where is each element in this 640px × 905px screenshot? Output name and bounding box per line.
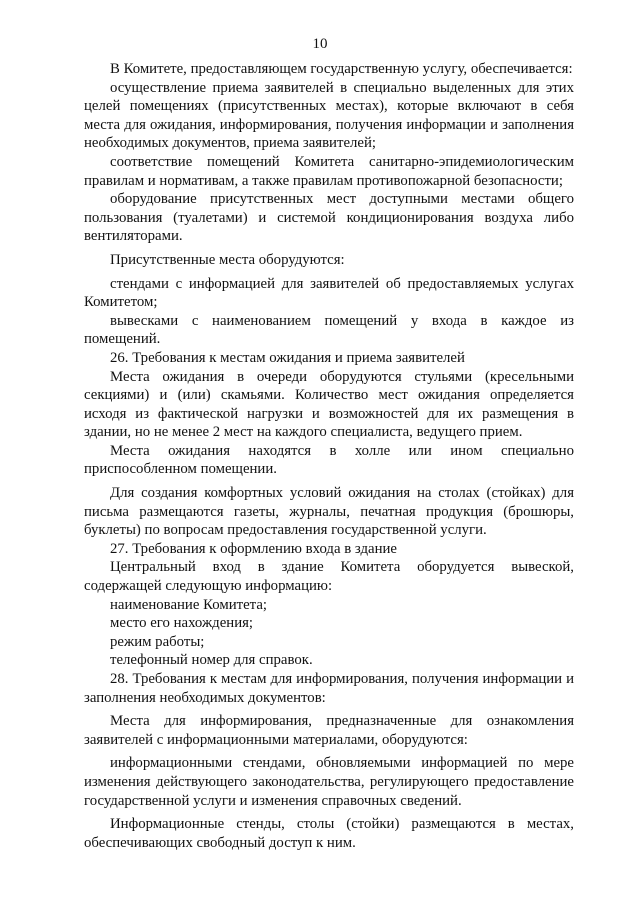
paragraph-info-stands: стендами с информацией для заявителей об предоставляемых услугах Комитетом; [84, 275, 574, 311]
list-item-phone: телефонный номер для справок. [110, 652, 313, 669]
paragraph-stands-placement: Информационные стенды, столы (стойки) размещаются в местах, обеспечивающих свободный доступ к ним. [84, 816, 574, 851]
paragraph-sanitary-rules: соответствие помещений Комитета санитарно-эпидемиологическим правилам и нормативам, а также правилам противопожарной безопасности; [84, 153, 574, 189]
paragraph-waiting-hall: Места ожидания находятся в холле или ином специально приспособленном помещении. [84, 442, 574, 478]
list-item-schedule: режим работы; [110, 633, 205, 650]
section-heading-28: 28. Требования к местам для информирования, получения информации и заполнения необходимых документов: [84, 671, 574, 706]
list-item-name: наименование Комитета; [110, 596, 268, 613]
section-heading-26: 26. Требования к местам ожидания и приема заявителей [110, 349, 465, 366]
document-body [84, 60, 574, 852]
list-item-location: место его нахождения; [110, 615, 254, 632]
paragraph-entrance-sign: Центральный вход в здание Комитета оборудуется вывеской, содержащей следующую информацию: [84, 559, 574, 595]
section-heading-27: 27. Требования к оформлению входа в здание [110, 540, 397, 557]
paragraph-info-stands-updates: информационными стендами, обновляемыми информацией по мере изменения действующего законодательства, регулирующего предоставление государственной услуги и изменения справочных сведений. [84, 755, 574, 809]
paragraph-info-places: Места для информирования, предназначенные для ознакомления заявителей с информационными материалами, оборудуются: [84, 713, 574, 748]
paragraph-intro: В Комитете, предоставляющем государственную услугу, обеспечивается: [110, 61, 573, 77]
paragraph-waiting-seats: Места ожидания в очереди оборудуются стульями (кресельными секциями) и (или) скамьями. Количество мест ожидания определяется исходя из фактической нагрузки и возможностей для их размещения в здании, но не менее 2 мест на каждого специалиста, ведущего прием. [84, 368, 574, 441]
paragraph-reception-premises: осуществление приема заявителей в специально выделенных для этих целей помещениях (присутственных местах), которые включают в себя места для ожидания, информирования, получения информации и заполнения необходимых документов, приема заявителей; [84, 79, 574, 152]
paragraph-comfort: Для создания комфортных условий ожидания на столах (стойках) для письма размещаются газеты, журналы, печатная продукция (брошюры, буклеты) по вопросам предоставления государственной услуги. [84, 485, 574, 539]
paragraph-signboards: вывесками с наименованием помещений у входа в каждое из помещений. [84, 312, 574, 348]
paragraph-public-facilities: оборудование присутственных мест доступными местами общего пользования (туалетами) и системой кондиционирования воздуха либо вентиляторами. [84, 191, 574, 245]
page-number: 10 [312, 36, 328, 52]
paragraph-equipment-heading: Присутственные места оборудуются: [110, 251, 345, 268]
